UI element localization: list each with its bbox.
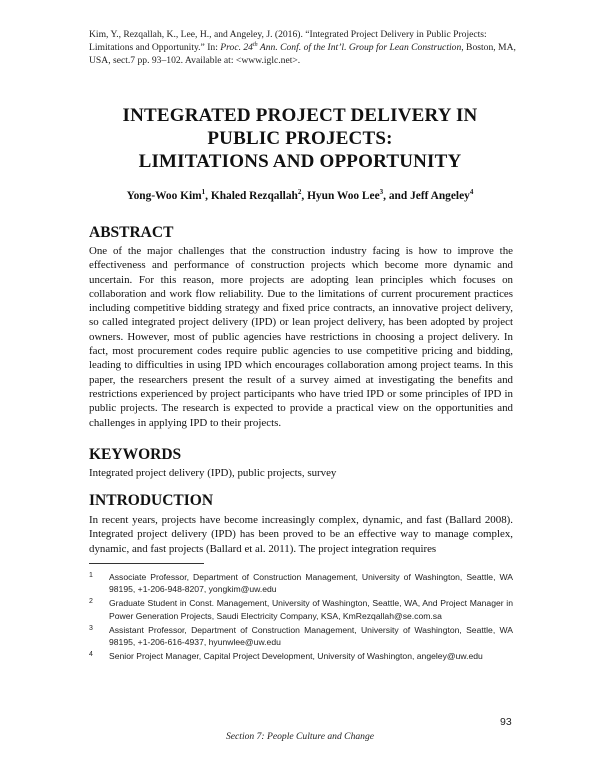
citation-proc-sup: th <box>252 42 258 49</box>
author-list <box>60 190 540 202</box>
paper-title <box>60 104 540 173</box>
author-affiliation-mark: 4 <box>469 188 474 197</box>
footnote-divider <box>89 563 204 564</box>
introduction-heading: INTRODUCTION <box>89 492 214 509</box>
author-separator: , <box>301 190 308 202</box>
title-line: PUBLIC PROJECTS: <box>207 128 393 149</box>
introduction-body: In recent years, projects have become increasingly complex, dynamic, and fast (Ballard 2008). Integrated project delivery (IPD) has been proved to be an effective way to manage complex, dynamic, and fast projects (Ballard et al. 2011). The project integration requires <box>89 514 513 555</box>
author-name: Hyun Woo Lee <box>307 190 380 202</box>
author-separator: , <box>205 190 211 202</box>
author-affiliation-mark: 2 <box>297 188 302 197</box>
footnote-number: 3 <box>89 624 93 632</box>
footnote <box>89 597 513 621</box>
author-name: Yong-Woo Kim <box>126 190 202 202</box>
author-separator: , and <box>383 190 411 202</box>
footnotes <box>89 571 513 664</box>
keywords-heading: KEYWORDS <box>89 446 182 463</box>
citation-text-part1: Kim, Y., Rezqallah, K., Lee, H., and Angeley, J. (2016). “Integrated Project Delivery in Public Projects: Limitations and Opportunity.” In: <box>89 29 487 54</box>
citation-header <box>89 28 519 68</box>
footnote-text: Associate Professor, Department of Construction Management, University of Washington, Seattle, WA 98195, +1-206-948-8207, yongkim@uw.edu <box>109 572 513 595</box>
page-number: 93 <box>500 716 512 728</box>
citation-proceedings <box>220 42 461 53</box>
abstract-heading: ABSTRACT <box>89 224 174 241</box>
footnote-number: 4 <box>89 651 93 659</box>
citation-text-part2: , Boston, MA, USA, sect.7 pp. 93–102. Available at: <www.iglc.net>. <box>89 42 516 67</box>
footnote-text: Graduate Student in Const. Management, University of Washington, Seattle, WA, And Project Manager in Power Generation Projects, Saudi Electricity Company, KSA, KmRezqallah@se.com.sa <box>109 598 513 621</box>
footnote-number: 1 <box>89 572 93 579</box>
abstract-body: One of the major challenges that the construction industry facing is how to improve the effectiveness and performance of construction projects which become more dynamic and uncertain. For this reason, more projects are adopting lean principles which focuses on collaboration and work flow reliability. Due to the limitations of current procurement practices including competitive bidding strategy and fixed price contracts, an innovative project delivery, so called integrated project delivery (IPD) or lean project delivery, has been adopted by project owners. However, most of public agencies have restrictions in choosing a project delivery. In fact, most procurement codes require public agencies to use competitive pricing and bidding, leading to difficulties in using IPD which encourages collaboration among project teams. In this paper, the researchers present the result of a survey aimed at investigating the benefits and restrictions experienced by project participants who have tried IPD or some principles of IPD in public projects. The research is expected to provide a practical view on the opportunities and challenges in applying IPD to their projects. <box>89 245 513 429</box>
keywords-body: Integrated project delivery (IPD), public projects, survey <box>89 467 337 479</box>
title-line: INTEGRATED PROJECT DELIVERY IN <box>122 105 478 126</box>
author-affiliation-mark: 3 <box>379 188 384 197</box>
footnote <box>89 650 513 662</box>
footnote-text: Senior Project Manager, Capital Project Development, University of Washington, angeley@uw.edu <box>109 651 483 662</box>
running-footer: Section 7: People Culture and Change <box>225 731 375 742</box>
author-name: Khaled Rezqallah <box>210 190 298 202</box>
citation-proc-a: Proc. 24 <box>220 42 253 54</box>
author-affiliation-mark: 1 <box>201 188 206 197</box>
footnote <box>89 624 513 648</box>
title-line: LIMITATIONS AND OPPORTUNITY <box>138 151 462 172</box>
footnote <box>89 571 513 595</box>
footnote-text: Assistant Professor, Department of Construction Management, University of Washington, Seattle, WA 98195, +1-206-616-4937, hyunwlee@uw.edu <box>109 624 513 648</box>
citation-proc-b: Ann. Conf. of the Int’l. Group for Lean Construction <box>257 42 462 54</box>
author-name: Jeff Angeley <box>410 190 470 202</box>
footnote-number: 2 <box>89 598 93 606</box>
